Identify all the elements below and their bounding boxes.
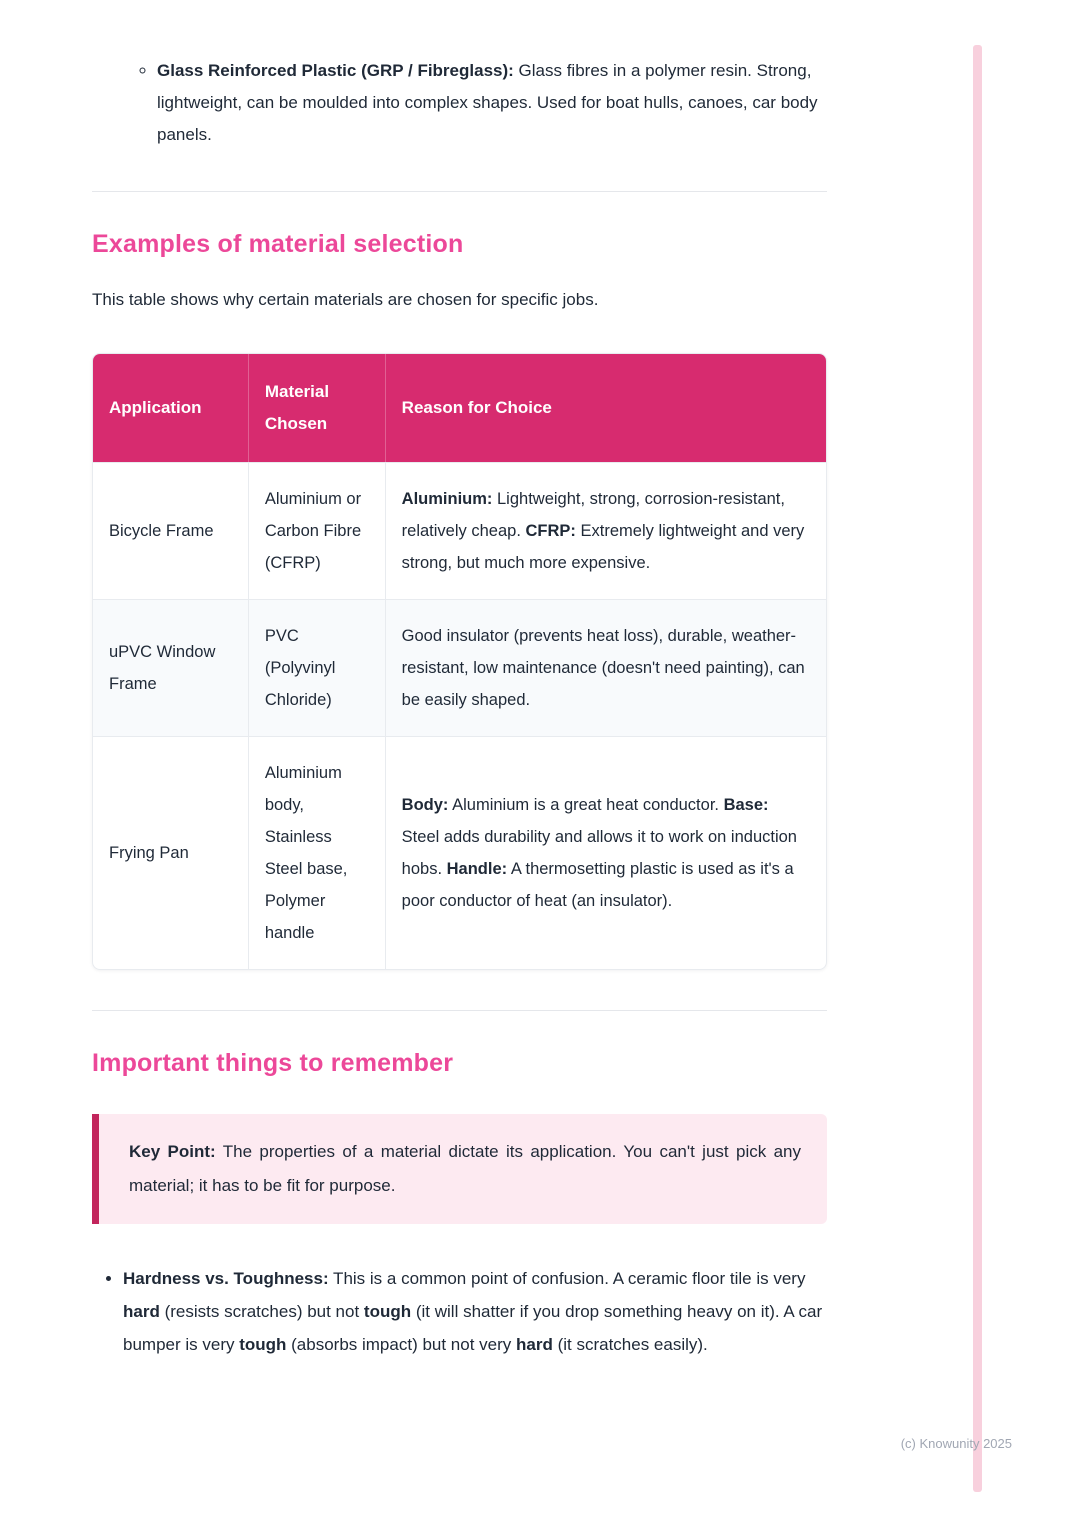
table-row — [93, 462, 826, 599]
materials-table — [92, 353, 827, 970]
cell-reason: Body: Aluminium is a great heat conductor. Base: Steel adds durability and allows it to work on induction hobs. Handle: A thermosetting plastic is used as it's a poor conductor of heat (an insulator). — [385, 736, 826, 969]
copyright-footer: (c) Knowunity 2025 — [900, 1436, 1012, 1451]
cell-application: uPVC Window Frame — [93, 599, 248, 736]
section-divider — [92, 191, 827, 192]
cell-material: Aluminium or Carbon Fibre (CFRP) — [248, 462, 385, 599]
section-title-material-selection: Examples of material selection — [92, 230, 464, 258]
table-row — [93, 736, 826, 969]
section-title-important-things: Important things to remember — [92, 1049, 454, 1077]
document-page — [92, 0, 827, 1361]
cell-material: PVC (Polyvinyl Chloride) — [248, 599, 385, 736]
remember-bullet-list — [92, 1262, 827, 1361]
column-header-application: Application — [93, 354, 248, 462]
list-item-text: Hardness vs. Toughness: This is a common point of confusion. A ceramic floor tile is very hard (resists scratches) but not tough (it will shatter if you drop something heavy on it). A car bumper is very tough (absorbs impact) but not very hard (it scratches easily). — [123, 1269, 823, 1354]
key-point-callout — [92, 1114, 827, 1224]
table-intro-text: This table shows why certain materials are chosen for specific jobs. — [92, 290, 599, 309]
table-row — [93, 599, 826, 736]
cell-application: Bicycle Frame — [93, 462, 248, 599]
cell-material: Aluminium body, Stainless Steel base, Polymer handle — [248, 736, 385, 969]
cell-reason: Good insulator (prevents heat loss), durable, weather-resistant, low maintenance (doesn't need painting), can be easily shaped. — [385, 599, 826, 736]
cell-reason: Aluminium: Lightweight, strong, corrosion-resistant, relatively cheap. CFRP: Extremely lightweight and very strong, but much more expensive. — [385, 462, 826, 599]
material-bullet-list — [92, 55, 827, 151]
page-edge-accent — [973, 45, 982, 1492]
list-item-hardness-toughness — [123, 1262, 827, 1361]
key-point-text: Key Point: The properties of a material dictate its application. You can't just pick any material; it has to be fit for purpose. — [129, 1142, 801, 1195]
list-item-grp — [157, 55, 827, 151]
list-item-text: Glass Reinforced Plastic (GRP / Fibreglass): Glass fibres in a polymer resin. Strong, lightweight, can be moulded into complex shapes. Used for boat hulls, canoes, car body panels. — [157, 61, 818, 144]
table-header-row — [93, 354, 826, 462]
cell-application: Frying Pan — [93, 736, 248, 969]
column-header-reason: Reason for Choice — [385, 354, 826, 462]
section-divider — [92, 1010, 827, 1011]
column-header-material: Material Chosen — [248, 354, 385, 462]
